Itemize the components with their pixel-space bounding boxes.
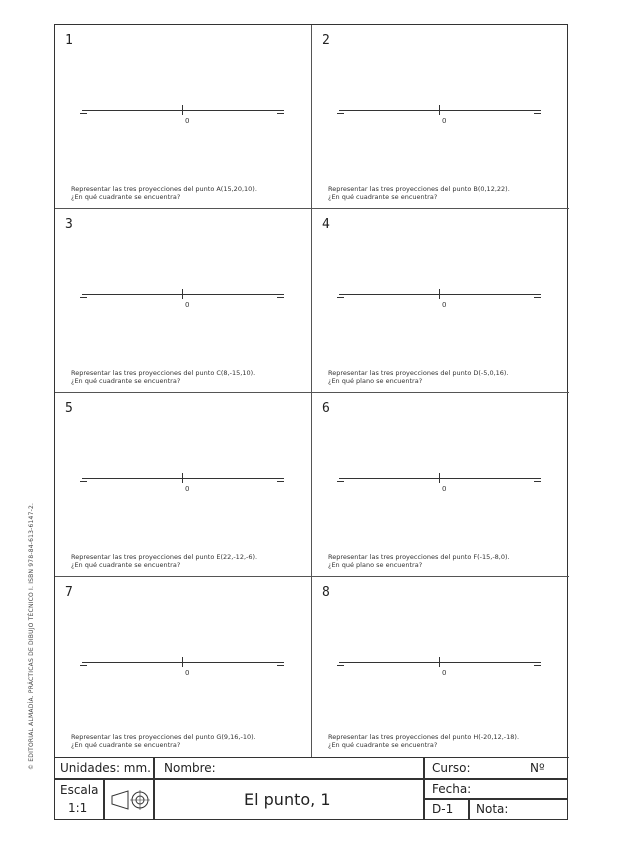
axis-end-mark (534, 665, 541, 666)
ground-line (82, 478, 284, 479)
problem-cell-4 (312, 209, 569, 393)
ground-line (339, 294, 541, 295)
problem-cell-2 (312, 25, 569, 209)
grade-label: Nota: (476, 802, 509, 816)
drawing-title: El punto, 1 (244, 790, 331, 809)
problem-number: 8 (322, 585, 330, 600)
problem-text: Representar las tres proyecciones del punto E(22,-12,-6). (71, 553, 258, 561)
origin-label: 0 (185, 301, 190, 309)
origin-tick (182, 657, 183, 667)
origin-tick (182, 289, 183, 299)
problem-question: ¿En qué plano se encuentra? (328, 377, 423, 385)
problem-statement (71, 369, 255, 385)
problem-number: 6 (322, 401, 330, 416)
problem-statement (71, 553, 257, 569)
ground-line (82, 294, 284, 295)
problem-cell-7 (55, 577, 312, 758)
ground-line (339, 662, 541, 663)
origin-tick (439, 105, 440, 115)
origin-tick (439, 289, 440, 299)
problem-statement (71, 185, 257, 201)
problem-number: 5 (65, 401, 73, 416)
problem-question: ¿En qué cuadrante se encuentra? (71, 193, 181, 201)
problem-statement (328, 185, 510, 201)
problem-text: Representar las tres proyecciones del punto B(0,12,22). (328, 185, 510, 193)
problem-number: 4 (322, 217, 330, 232)
problem-question: ¿En qué cuadrante se encuentra? (328, 741, 438, 749)
course-label: Curso: (432, 761, 471, 775)
axis-end-mark (277, 113, 284, 114)
worksheet (54, 24, 568, 820)
axis-end-mark (80, 665, 87, 666)
problem-text: Representar las tres proyecciones del punto C(8,-15,10). (71, 369, 256, 377)
name-label: Nombre: (164, 761, 216, 775)
axis-end-mark (534, 481, 541, 482)
origin-label: 0 (185, 485, 190, 493)
problem-question: ¿En qué cuadrante se encuentra? (328, 193, 438, 201)
origin-tick (182, 105, 183, 115)
problem-text: Representar las tres proyecciones del punto G(9,16,-10). (71, 733, 256, 741)
problem-cell-6 (312, 393, 569, 577)
axis-end-mark (80, 481, 87, 482)
origin-tick (439, 473, 440, 483)
problem-text: Representar las tres proyecciones del punto D(-5,0,16). (328, 369, 509, 377)
ground-line (82, 662, 284, 663)
problem-number: 3 (65, 217, 73, 232)
sheet-code: D-1 (432, 802, 454, 816)
problem-statement (328, 553, 510, 569)
origin-tick (182, 473, 183, 483)
problem-number: 7 (65, 585, 73, 600)
origin-label: 0 (442, 301, 447, 309)
origin-label: 0 (442, 485, 447, 493)
axis-end-mark (277, 481, 284, 482)
axis-end-mark (534, 113, 541, 114)
problem-question: ¿En qué cuadrante se encuentra? (71, 741, 181, 749)
first-angle-projection-icon (110, 788, 150, 812)
origin-label: 0 (185, 669, 190, 677)
copyright-side-note: © EDITORIAL ALMADÍA. PRÁCTICAS DE DIBUJO TÉCNICO I. ISBN 978-84-613-6147-2. (28, 502, 35, 770)
axis-end-mark (80, 297, 87, 298)
problem-number: 1 (65, 33, 73, 48)
origin-label: 0 (185, 117, 190, 125)
problem-number: 2 (322, 33, 330, 48)
axis-end-mark (277, 665, 284, 666)
origin-tick (439, 657, 440, 667)
origin-label: 0 (442, 669, 447, 677)
axis-end-mark (534, 297, 541, 298)
problem-cell-8 (312, 577, 569, 758)
ground-line (82, 110, 284, 111)
problem-cell-1 (55, 25, 312, 209)
scale-value: 1:1 (68, 801, 88, 815)
axis-end-mark (337, 297, 344, 298)
axis-end-mark (80, 113, 87, 114)
axis-end-mark (337, 481, 344, 482)
problem-text: Representar las tres proyecciones del punto A(15,20,10). (71, 185, 257, 193)
problem-question: ¿En qué cuadrante se encuentra? (71, 561, 181, 569)
axis-end-mark (277, 297, 284, 298)
problem-text: Representar las tres proyecciones del punto F(-15,-8,0). (328, 553, 510, 561)
problem-cell-3 (55, 209, 312, 393)
units-label: Unidades: mm. (60, 761, 151, 775)
problem-statement (328, 369, 509, 385)
problem-statement (328, 733, 519, 749)
date-label: Fecha: (432, 782, 472, 796)
problem-text: Representar las tres proyecciones del punto H(-20,12,-18). (328, 733, 520, 741)
ground-line (339, 478, 541, 479)
ground-line (339, 110, 541, 111)
problem-statement (71, 733, 256, 749)
title-block (54, 757, 568, 820)
problem-question: ¿En qué cuadrante se encuentra? (71, 377, 181, 385)
axis-end-mark (337, 113, 344, 114)
problem-question: ¿En qué plano se encuentra? (328, 561, 423, 569)
scale-label: Escala (60, 783, 99, 797)
axis-end-mark (337, 665, 344, 666)
origin-label: 0 (442, 117, 447, 125)
problem-cell-5 (55, 393, 312, 577)
number-label: Nº (530, 761, 545, 775)
